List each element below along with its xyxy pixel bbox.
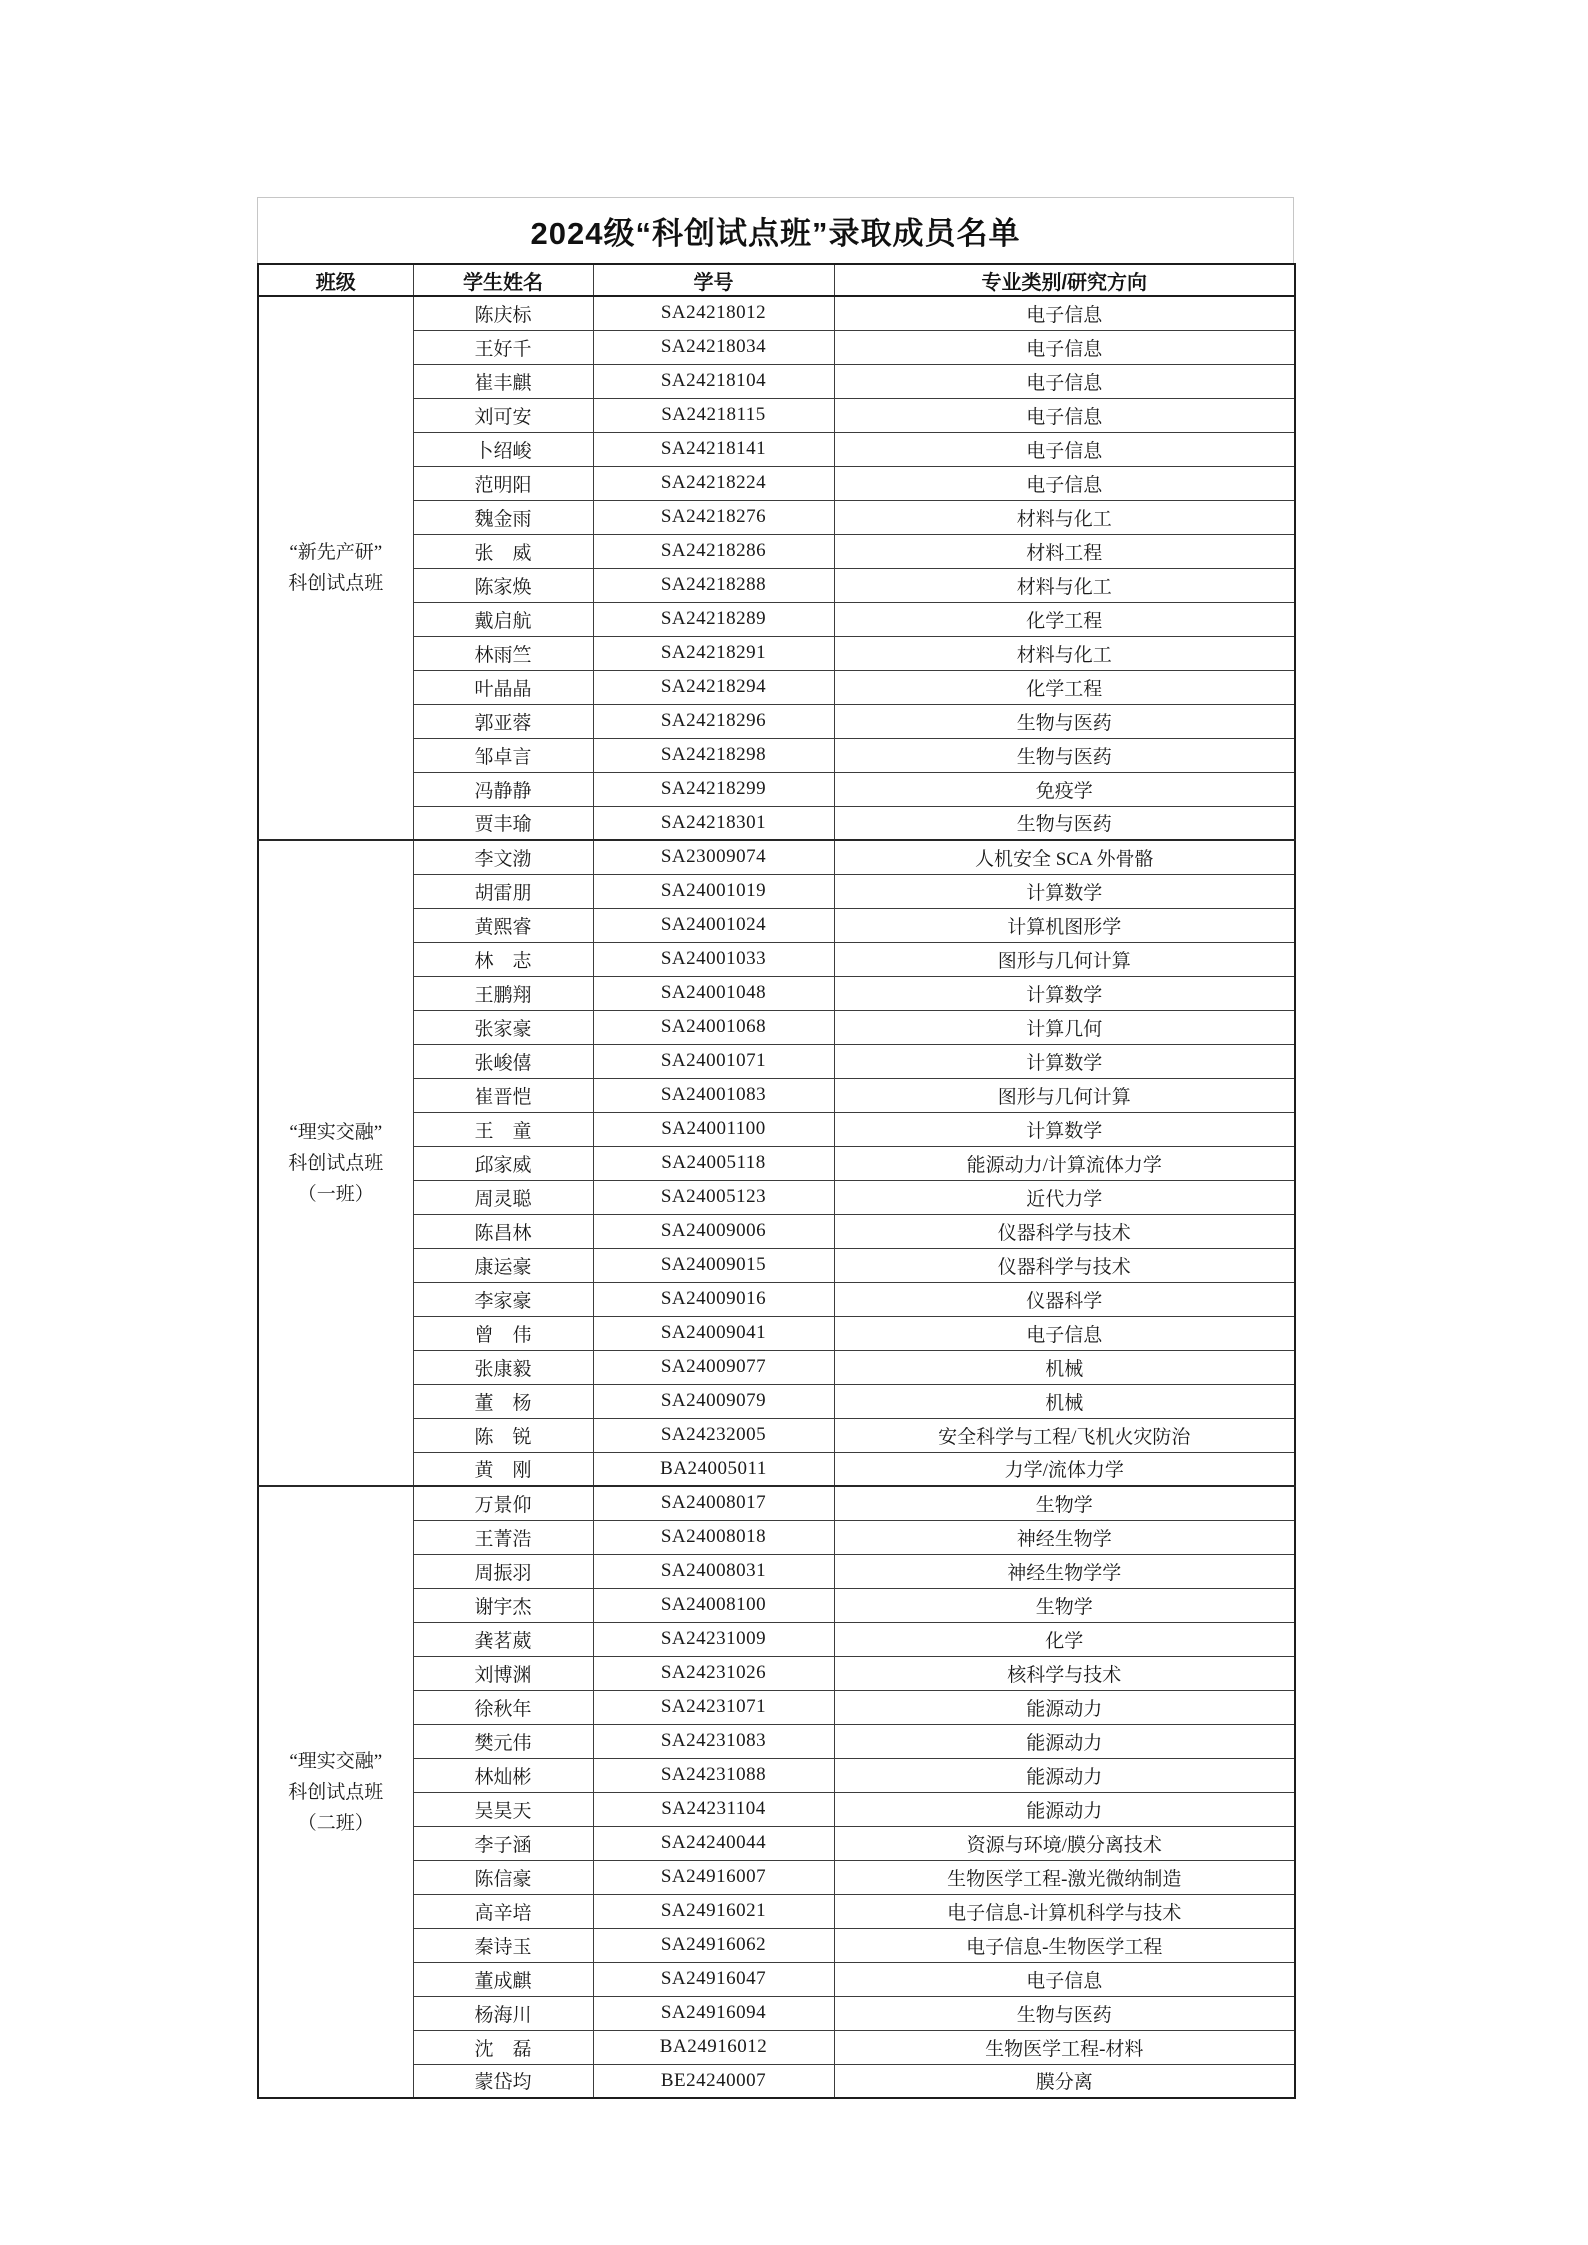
table-row — [258, 1622, 1295, 1656]
table-row — [258, 1554, 1295, 1588]
major-cell: 生物与医药 — [834, 704, 1295, 738]
major-cell: 计算数学 — [834, 1044, 1295, 1078]
major-cell: 电子信息 — [834, 364, 1295, 398]
major-cell: 计算几何 — [834, 1010, 1295, 1044]
major-cell: 电子信息 — [834, 296, 1295, 330]
class-group-cell — [258, 840, 413, 1486]
table-row — [258, 874, 1295, 908]
table-row — [258, 466, 1295, 500]
major-cell: 安全科学与工程/飞机火灾防治 — [834, 1418, 1295, 1452]
student-name-cell: 樊元伟 — [413, 1724, 593, 1758]
table-row — [258, 1146, 1295, 1180]
table-row — [258, 1044, 1295, 1078]
student-name-cell: 董成麒 — [413, 1962, 593, 1996]
student-id-cell: SA24218115 — [593, 398, 834, 432]
student-name-cell: 张 威 — [413, 534, 593, 568]
student-id-cell: SA24916062 — [593, 1928, 834, 1962]
major-cell: 材料工程 — [834, 534, 1295, 568]
major-cell: 神经生物学 — [834, 1520, 1295, 1554]
student-name-cell: 张家豪 — [413, 1010, 593, 1044]
student-name-cell: 沈 磊 — [413, 2030, 593, 2064]
table-row — [258, 1588, 1295, 1622]
class-group-label-line: 科创试点班 — [288, 573, 384, 594]
column-header-major: 专业类别/研究方向 — [834, 264, 1295, 296]
class-group-label-line: “理实交融” — [289, 1750, 383, 1772]
table-row — [258, 772, 1295, 806]
major-cell: 生物医学工程-材料 — [834, 2030, 1295, 2064]
major-cell: 电子信息-计算机科学与技术 — [834, 1894, 1295, 1928]
table-row — [258, 2030, 1295, 2064]
major-cell: 人机安全 SCA 外骨骼 — [834, 840, 1295, 874]
table-row — [258, 1894, 1295, 1928]
header-row — [258, 264, 1295, 296]
major-cell: 材料与化工 — [834, 636, 1295, 670]
student-id-cell: SA24218224 — [593, 466, 834, 500]
major-cell: 电子信息 — [834, 1316, 1295, 1350]
student-id-cell: SA24218298 — [593, 738, 834, 772]
class-group-label-line: “理实交融” — [289, 1121, 383, 1143]
student-name-cell: 邹卓言 — [413, 738, 593, 772]
table-row — [258, 1656, 1295, 1690]
student-id-cell: BA24005011 — [593, 1452, 834, 1486]
table-row — [258, 398, 1295, 432]
student-name-cell: 戴启航 — [413, 602, 593, 636]
student-id-cell: SA24218289 — [593, 602, 834, 636]
table-row — [258, 636, 1295, 670]
student-name-cell: 冯静静 — [413, 772, 593, 806]
student-id-cell: SA24001071 — [593, 1044, 834, 1078]
major-cell: 图形与几何计算 — [834, 942, 1295, 976]
student-id-cell: SA24916021 — [593, 1894, 834, 1928]
major-cell: 计算机图形学 — [834, 908, 1295, 942]
table-row — [258, 568, 1295, 602]
student-name-cell: 陈信豪 — [413, 1860, 593, 1894]
major-cell: 神经生物学学 — [834, 1554, 1295, 1588]
student-name-cell: 李文渤 — [413, 840, 593, 874]
major-cell: 生物与医药 — [834, 1996, 1295, 2030]
table-row — [258, 1860, 1295, 1894]
major-cell: 电子信息 — [834, 1962, 1295, 1996]
table-row — [258, 1520, 1295, 1554]
student-name-cell: 刘可安 — [413, 398, 593, 432]
table-row — [258, 1962, 1295, 1996]
admission-table-grid — [257, 263, 1296, 2099]
major-cell: 生物学 — [834, 1588, 1295, 1622]
student-name-cell: 郭亚蓉 — [413, 704, 593, 738]
student-id-cell: SA24231071 — [593, 1690, 834, 1724]
student-name-cell: 陈家焕 — [413, 568, 593, 602]
major-cell: 化学 — [834, 1622, 1295, 1656]
column-header-class: 班级 — [258, 264, 413, 296]
table-row — [258, 942, 1295, 976]
table-row — [258, 1826, 1295, 1860]
table-row — [258, 1316, 1295, 1350]
major-cell: 电子信息 — [834, 466, 1295, 500]
major-cell: 计算数学 — [834, 976, 1295, 1010]
major-cell: 生物与医药 — [834, 738, 1295, 772]
major-cell: 机械 — [834, 1384, 1295, 1418]
student-id-cell: SA24218301 — [593, 806, 834, 840]
student-id-cell: SA24231104 — [593, 1792, 834, 1826]
class-group-label-line: （二班） — [297, 1812, 374, 1834]
student-id-cell: SA24009006 — [593, 1214, 834, 1248]
student-name-cell: 刘博渊 — [413, 1656, 593, 1690]
table-row — [258, 1010, 1295, 1044]
table-row — [258, 534, 1295, 568]
table-row — [258, 500, 1295, 534]
major-cell: 能源动力 — [834, 1724, 1295, 1758]
table-row — [258, 364, 1295, 398]
major-cell: 化学工程 — [834, 602, 1295, 636]
student-id-cell: SA24218276 — [593, 500, 834, 534]
student-name-cell: 万景仰 — [413, 1486, 593, 1520]
student-id-cell: SA24001048 — [593, 976, 834, 1010]
major-cell: 图形与几何计算 — [834, 1078, 1295, 1112]
student-id-cell: SA24009077 — [593, 1350, 834, 1384]
table-row — [258, 1214, 1295, 1248]
student-id-cell: BE24240007 — [593, 2064, 834, 2098]
student-name-cell: 范明阳 — [413, 466, 593, 500]
table-row — [258, 1452, 1295, 1486]
student-id-cell: BA24916012 — [593, 2030, 834, 2064]
student-id-cell: SA24218288 — [593, 568, 834, 602]
table-row — [258, 704, 1295, 738]
student-id-cell: SA24009016 — [593, 1282, 834, 1316]
table-row — [258, 806, 1295, 840]
student-id-cell: SA24001019 — [593, 874, 834, 908]
table-body — [258, 296, 1295, 2098]
major-cell: 机械 — [834, 1350, 1295, 1384]
student-name-cell: 秦诗玉 — [413, 1928, 593, 1962]
student-name-cell: 徐秋年 — [413, 1690, 593, 1724]
table-row — [258, 296, 1295, 330]
student-id-cell: SA24231088 — [593, 1758, 834, 1792]
student-name-cell: 王菁浩 — [413, 1520, 593, 1554]
student-id-cell: SA24001024 — [593, 908, 834, 942]
table-row — [258, 738, 1295, 772]
student-name-cell: 张峻僖 — [413, 1044, 593, 1078]
major-cell: 生物与医药 — [834, 806, 1295, 840]
student-id-cell: SA24916094 — [593, 1996, 834, 2030]
admission-roster-document — [257, 197, 1294, 2099]
student-id-cell: SA24218141 — [593, 432, 834, 466]
student-name-cell: 陈 锐 — [413, 1418, 593, 1452]
student-name-cell: 周振羽 — [413, 1554, 593, 1588]
student-id-cell: SA24009041 — [593, 1316, 834, 1350]
student-name-cell: 吴昊天 — [413, 1792, 593, 1826]
student-id-cell: SA24008017 — [593, 1486, 834, 1520]
table-row — [258, 1078, 1295, 1112]
major-cell: 化学工程 — [834, 670, 1295, 704]
student-id-cell: SA24218296 — [593, 704, 834, 738]
student-name-cell: 陈昌林 — [413, 1214, 593, 1248]
class-group-cell — [258, 296, 413, 840]
major-cell: 生物医学工程-激光微纳制造 — [834, 1860, 1295, 1894]
table-row — [258, 1928, 1295, 1962]
table-row — [258, 670, 1295, 704]
student-name-cell: 陈庆标 — [413, 296, 593, 330]
major-cell: 仪器科学 — [834, 1282, 1295, 1316]
student-id-cell: SA24218012 — [593, 296, 834, 330]
student-id-cell: SA24009015 — [593, 1248, 834, 1282]
document-title: 2024级“科创试点班”录取成员名单 — [257, 197, 1294, 263]
major-cell: 计算数学 — [834, 874, 1295, 908]
student-name-cell: 邱家威 — [413, 1146, 593, 1180]
student-name-cell: 黄 刚 — [413, 1452, 593, 1486]
student-name-cell: 林 志 — [413, 942, 593, 976]
table-row — [258, 1758, 1295, 1792]
student-name-cell: 魏金雨 — [413, 500, 593, 534]
student-name-cell: 林雨竺 — [413, 636, 593, 670]
student-name-cell: 崔丰麒 — [413, 364, 593, 398]
major-cell: 材料与化工 — [834, 500, 1295, 534]
student-name-cell: 胡雷朋 — [413, 874, 593, 908]
student-name-cell: 张康毅 — [413, 1350, 593, 1384]
major-cell: 能源动力 — [834, 1758, 1295, 1792]
class-group-label-line: （一班） — [297, 1183, 374, 1205]
table-row — [258, 1112, 1295, 1146]
student-id-cell: SA24232005 — [593, 1418, 834, 1452]
major-cell: 仪器科学与技术 — [834, 1248, 1295, 1282]
table-row — [258, 1724, 1295, 1758]
table-row — [258, 432, 1295, 466]
student-name-cell: 蒙岱均 — [413, 2064, 593, 2098]
table-row — [258, 1384, 1295, 1418]
student-id-cell: SA24001100 — [593, 1112, 834, 1146]
student-id-cell: SA24001083 — [593, 1078, 834, 1112]
table-row — [258, 976, 1295, 1010]
student-id-cell: SA24916007 — [593, 1860, 834, 1894]
table-row — [258, 1418, 1295, 1452]
student-id-cell: SA24005123 — [593, 1180, 834, 1214]
student-name-cell: 曾 伟 — [413, 1316, 593, 1350]
table-row — [258, 602, 1295, 636]
student-name-cell: 林灿彬 — [413, 1758, 593, 1792]
student-id-cell: SA24218286 — [593, 534, 834, 568]
column-header-student-name: 学生姓名 — [413, 264, 593, 296]
table-row — [258, 1996, 1295, 2030]
major-cell: 近代力学 — [834, 1180, 1295, 1214]
table-row — [258, 1792, 1295, 1826]
student-name-cell: 周灵聪 — [413, 1180, 593, 1214]
table-row — [258, 330, 1295, 364]
major-cell: 电子信息-生物医学工程 — [834, 1928, 1295, 1962]
student-name-cell: 王鹏翔 — [413, 976, 593, 1010]
student-id-cell: SA24218104 — [593, 364, 834, 398]
class-group-label-line: “新先产研” — [289, 542, 383, 563]
student-id-cell: SA24009079 — [593, 1384, 834, 1418]
major-cell: 电子信息 — [834, 398, 1295, 432]
student-id-cell: SA24218299 — [593, 772, 834, 806]
class-group-cell — [258, 1486, 413, 2098]
major-cell: 膜分离 — [834, 2064, 1295, 2098]
table-row — [258, 908, 1295, 942]
class-group-label-line: 科创试点班 — [288, 1152, 384, 1174]
student-name-cell: 杨海川 — [413, 1996, 593, 2030]
student-id-cell: SA24231009 — [593, 1622, 834, 1656]
student-name-cell: 龚茗葳 — [413, 1622, 593, 1656]
table-row — [258, 1486, 1295, 1520]
student-id-cell: SA24001033 — [593, 942, 834, 976]
major-cell: 生物学 — [834, 1486, 1295, 1520]
student-id-cell: SA24005118 — [593, 1146, 834, 1180]
major-cell: 能源动力 — [834, 1690, 1295, 1724]
column-header-student-id: 学号 — [593, 264, 834, 296]
student-name-cell: 卜绍峻 — [413, 432, 593, 466]
student-id-cell: SA24218291 — [593, 636, 834, 670]
table-row — [258, 2064, 1295, 2098]
major-cell: 能源动力 — [834, 1792, 1295, 1826]
table-row — [258, 1248, 1295, 1282]
student-name-cell: 董 杨 — [413, 1384, 593, 1418]
major-cell: 电子信息 — [834, 432, 1295, 466]
class-group-label-line: 科创试点班 — [288, 1781, 384, 1803]
student-id-cell: SA24008031 — [593, 1554, 834, 1588]
major-cell: 核科学与技术 — [834, 1656, 1295, 1690]
student-id-cell: SA24008100 — [593, 1588, 834, 1622]
student-id-cell: SA24916047 — [593, 1962, 834, 1996]
major-cell: 计算数学 — [834, 1112, 1295, 1146]
student-id-cell: SA24008018 — [593, 1520, 834, 1554]
student-id-cell: SA24231026 — [593, 1656, 834, 1690]
major-cell: 资源与环境/膜分离技术 — [834, 1826, 1295, 1860]
table-row — [258, 840, 1295, 874]
student-id-cell: SA24231083 — [593, 1724, 834, 1758]
table-row — [258, 1180, 1295, 1214]
student-name-cell: 康运豪 — [413, 1248, 593, 1282]
major-cell: 能源动力/计算流体力学 — [834, 1146, 1295, 1180]
major-cell: 力学/流体力学 — [834, 1452, 1295, 1486]
student-name-cell: 黄熙睿 — [413, 908, 593, 942]
student-id-cell: SA24218294 — [593, 670, 834, 704]
table-row — [258, 1350, 1295, 1384]
table-row — [258, 1282, 1295, 1316]
student-name-cell: 谢宇杰 — [413, 1588, 593, 1622]
student-name-cell: 王好千 — [413, 330, 593, 364]
major-cell: 免疫学 — [834, 772, 1295, 806]
major-cell: 仪器科学与技术 — [834, 1214, 1295, 1248]
student-name-cell: 李家豪 — [413, 1282, 593, 1316]
student-name-cell: 叶晶晶 — [413, 670, 593, 704]
table-header — [258, 264, 1295, 296]
student-id-cell: SA23009074 — [593, 840, 834, 874]
student-name-cell: 崔晋恺 — [413, 1078, 593, 1112]
table-row — [258, 1690, 1295, 1724]
student-id-cell: SA24218034 — [593, 330, 834, 364]
student-name-cell: 贾丰瑜 — [413, 806, 593, 840]
student-name-cell: 王 童 — [413, 1112, 593, 1146]
student-name-cell: 高辛培 — [413, 1894, 593, 1928]
student-name-cell: 李子涵 — [413, 1826, 593, 1860]
major-cell: 电子信息 — [834, 330, 1295, 364]
major-cell: 材料与化工 — [834, 568, 1295, 602]
student-id-cell: SA24001068 — [593, 1010, 834, 1044]
student-id-cell: SA24240044 — [593, 1826, 834, 1860]
